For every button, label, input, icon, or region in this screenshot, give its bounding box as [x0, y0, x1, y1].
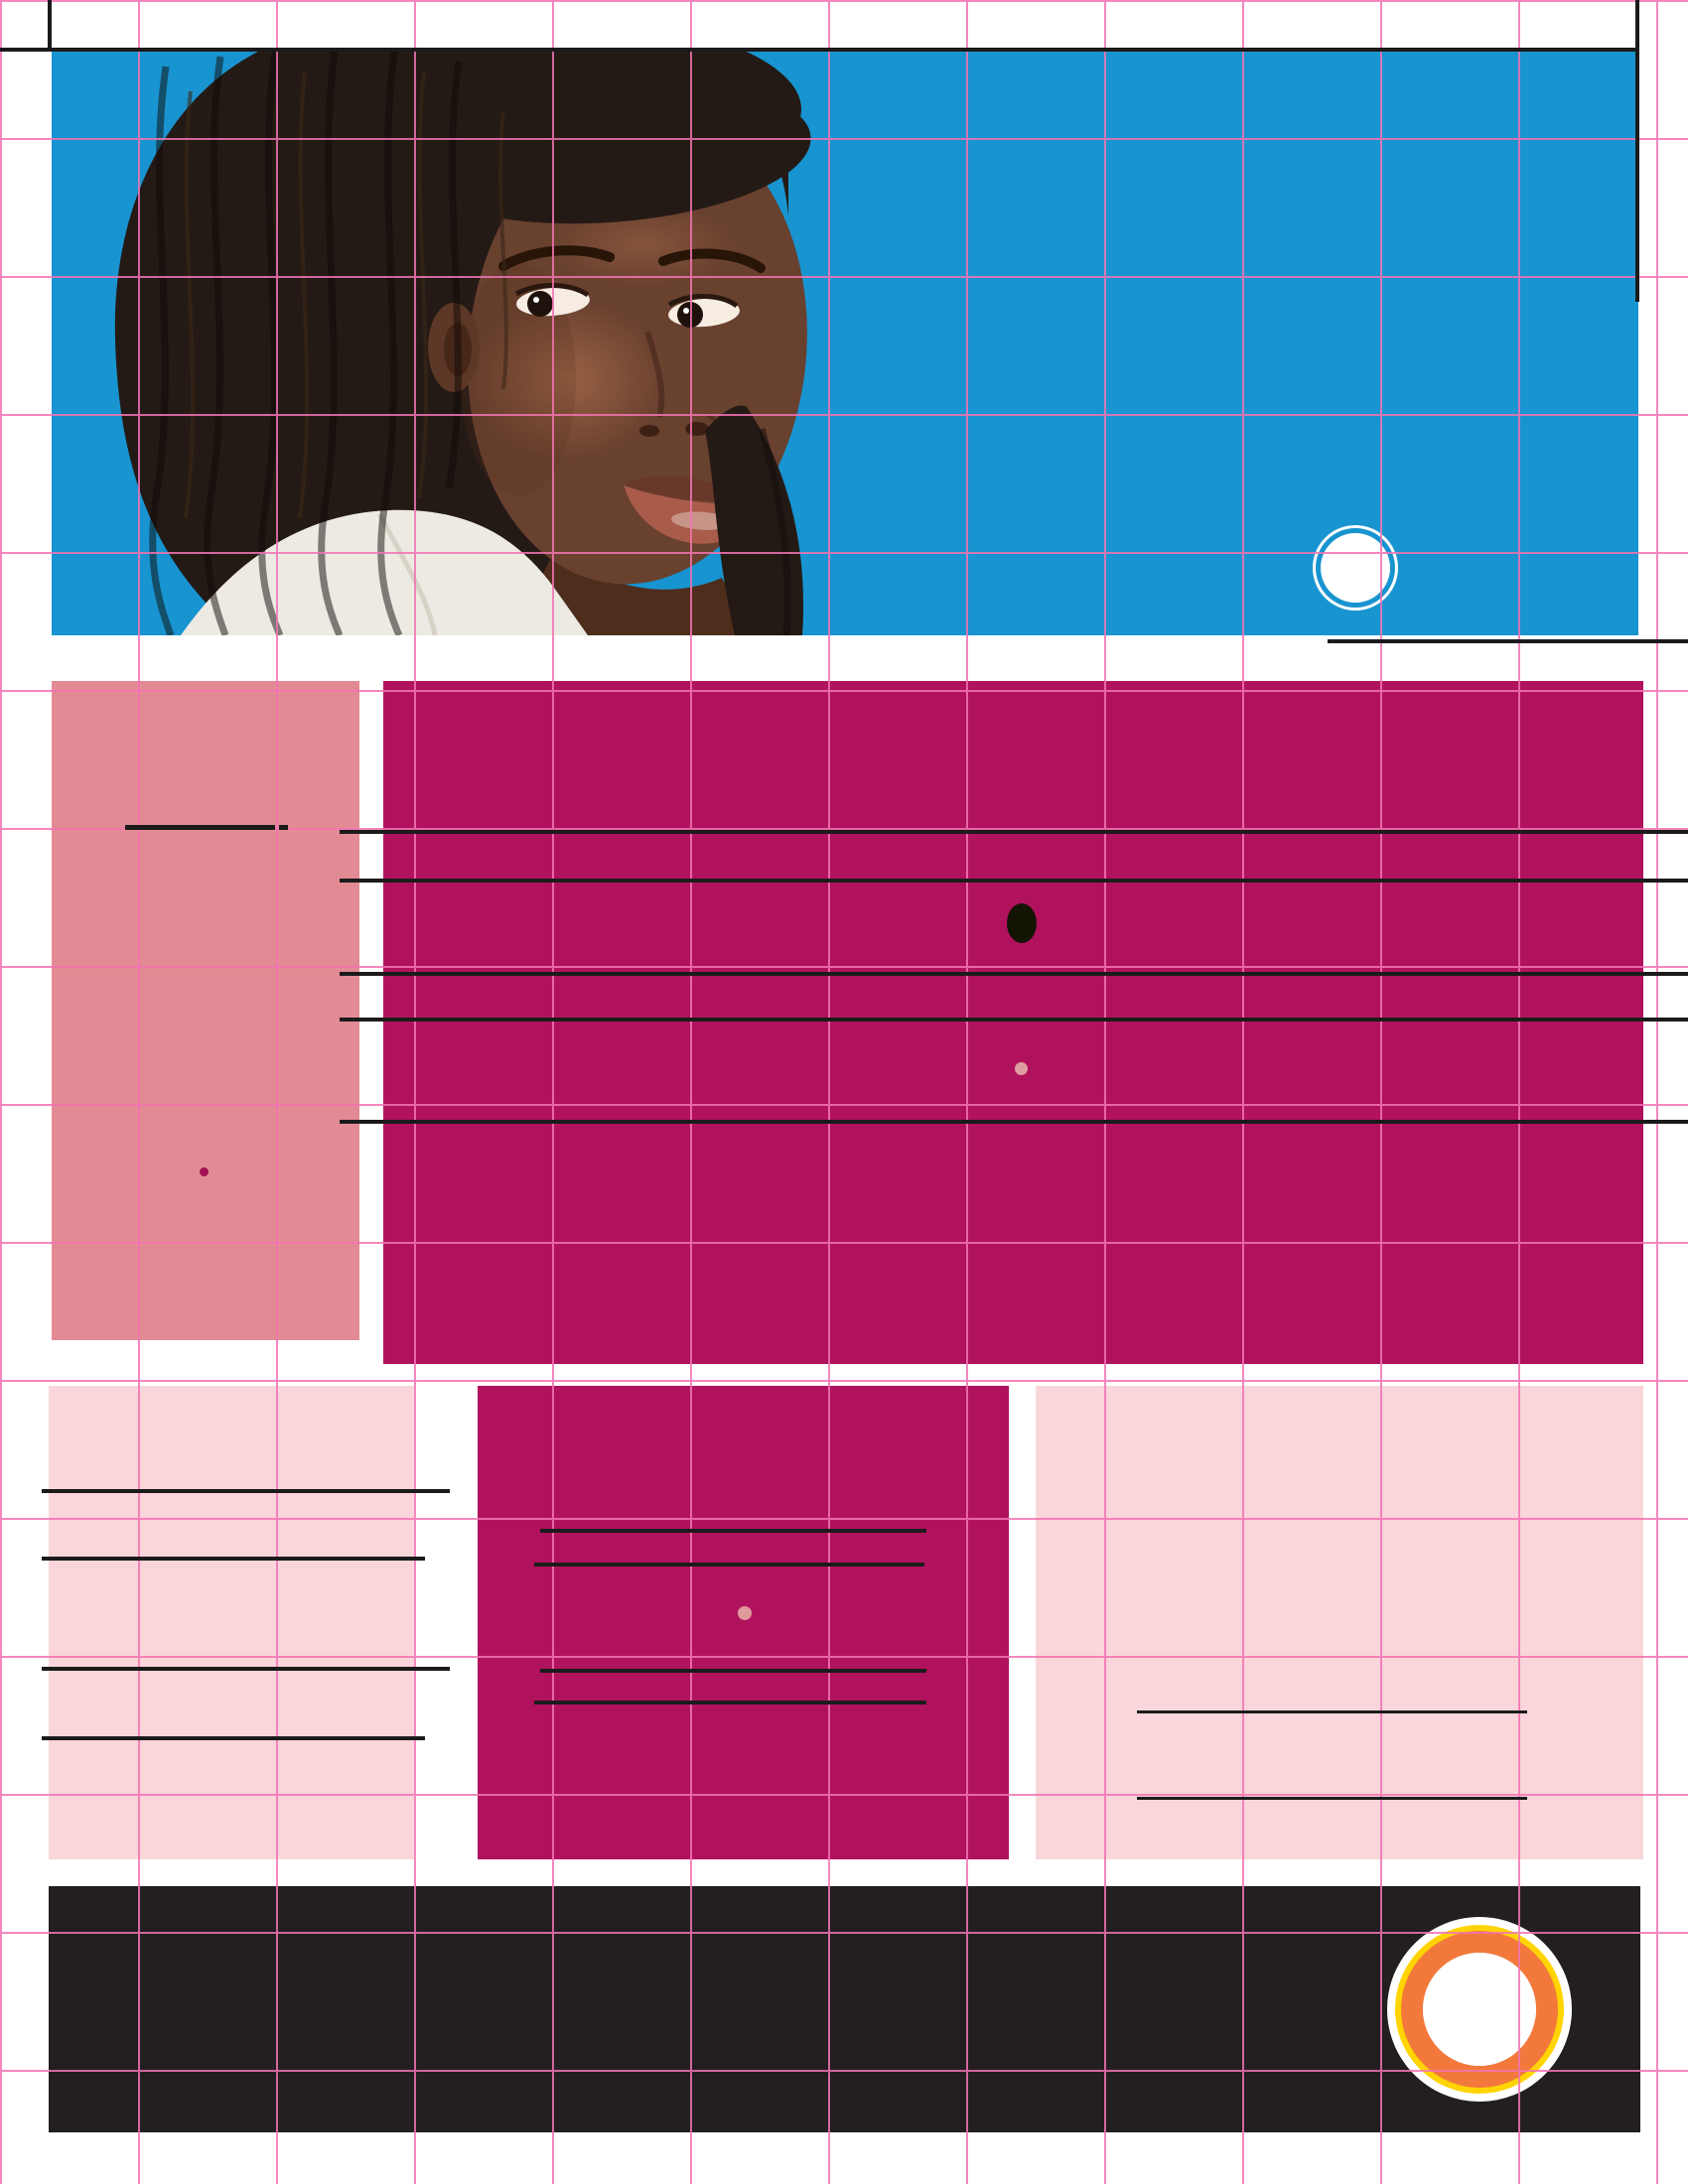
- woman-portrait-photo: [52, 52, 846, 635]
- topic-bullet-small: [1015, 1062, 1028, 1075]
- watier-guide-bottom: [42, 1557, 425, 1561]
- b-letter-icon: [1321, 533, 1390, 603]
- baseline-guide-3: [340, 972, 1688, 976]
- capsules-guide-top: [540, 1669, 926, 1673]
- capsules-guide-bottom: [534, 1701, 926, 1705]
- watier-guide-top: [42, 1489, 450, 1493]
- trim-line-top: [0, 48, 1636, 52]
- baseline-guide-1: [340, 830, 1688, 834]
- date-panel-dot: [200, 1167, 209, 1176]
- baseline-guide-5: [340, 1120, 1688, 1124]
- program-dot: [738, 1606, 752, 1620]
- brands-panel: [49, 1386, 414, 1859]
- weekday-underline: [125, 825, 275, 830]
- vichy-guide-top: [42, 1667, 450, 1671]
- topic-bullet-dark: [1007, 903, 1037, 943]
- weekday-underline-dash: [279, 825, 288, 830]
- email-underline: [1137, 1797, 1527, 1800]
- topics-panel: [383, 681, 1643, 1364]
- brand-line-2: [1433, 524, 1445, 571]
- conference-guide-top: [540, 1529, 926, 1533]
- phone-underline: [1137, 1710, 1527, 1713]
- program-panel: [478, 1386, 1009, 1859]
- vichy-guide-bottom: [42, 1736, 425, 1740]
- uniprix-logo: [1387, 1917, 1572, 2102]
- booking-panel: [1036, 1386, 1643, 1859]
- date-panel: [52, 681, 359, 1340]
- baseline-guide-4: [340, 1018, 1688, 1022]
- trim-mark-top-left: [48, 0, 52, 48]
- brand-wordmark: [1433, 524, 1445, 571]
- boutique-beaute-logo: [1313, 525, 1398, 611]
- baseline-guide-2: [340, 879, 1688, 883]
- conference-guide-bottom: [534, 1563, 924, 1567]
- trim-mark-top-right: [1635, 0, 1639, 302]
- guide-under-header: [1328, 639, 1688, 643]
